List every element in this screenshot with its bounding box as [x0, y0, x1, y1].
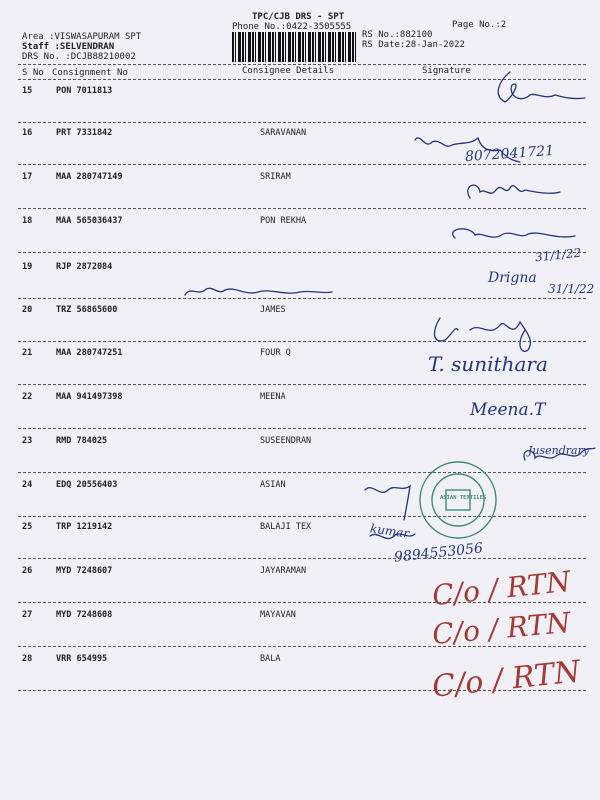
row-consignee-name: MAYAVAN: [260, 610, 296, 620]
row-serial-number: 18: [22, 216, 33, 226]
row-consignment-number: MAA 565036437: [56, 216, 123, 226]
row-consignee-name: SRIRAM: [260, 172, 291, 182]
row-consignee-name: FOUR Q: [260, 348, 291, 358]
handwritten-date-19b: 31/1/22: [548, 282, 595, 296]
row-consignee-name: BALA: [260, 654, 281, 664]
row-consignee-name: SUSEENDRAN: [260, 436, 312, 446]
row-serial-number: 16: [22, 128, 33, 138]
staff-label: Staff :SELVENDRAN: [22, 42, 115, 52]
row-consignment-number: RMD 784025: [56, 436, 108, 446]
signature-row-19-inline: [185, 288, 332, 295]
signature-row-18: [453, 229, 575, 238]
page-number: Page No.:2: [452, 20, 507, 30]
handwritten-name-23: Jusendrary: [528, 444, 590, 457]
row-serial-number: 27: [22, 610, 33, 620]
row-consignee-name: JAYARAMAN: [260, 566, 307, 576]
row-consignee-name: JAMES: [260, 305, 286, 315]
row-serial-number: 21: [22, 348, 33, 358]
row-serial-number: 23: [22, 436, 33, 446]
drs-number: DRS No. :DCJB88210002: [22, 52, 136, 62]
col-signature: Signature: [422, 66, 471, 76]
row-serial-number: 19: [22, 262, 33, 272]
row-consignment-number: MAA 941497398: [56, 392, 123, 402]
row-consignee-name: ASIAN: [260, 480, 286, 490]
signature-row-17: [468, 185, 560, 198]
row-consignment-number: MYD 7248608: [56, 610, 113, 620]
row-serial-number: 26: [22, 566, 33, 576]
row-consignment-number: TRP 1219142: [56, 522, 113, 532]
handwritten-date-19: 31/1/22: [534, 245, 582, 265]
signature-row-20: [435, 318, 531, 351]
handwritten-return-28: C/o / RTN: [430, 654, 583, 705]
row-consignment-number: MYD 7248607: [56, 566, 113, 576]
doc-title: TPC/CJB DRS - SPT: [252, 12, 345, 22]
signature-row-24: [365, 486, 410, 520]
row-consignee-name: PON REKHA: [260, 216, 307, 226]
row-consignment-number: EDQ 20556403: [56, 480, 118, 490]
handwritten-name-25: kumar: [369, 521, 411, 541]
rs-date: RS Date:28-Jan-2022: [362, 40, 465, 50]
row-consignment-number: PRT 7331842: [56, 128, 113, 138]
row-consignment-number: MAA 280747149: [56, 172, 123, 182]
stamp-text: ASIAN TEXTILES: [440, 495, 487, 501]
row-serial-number: 25: [22, 522, 33, 532]
handwritten-name-22: Meena.T: [470, 400, 546, 420]
row-serial-number: 24: [22, 480, 33, 490]
row-consignment-number: RJP 2872084: [56, 262, 113, 272]
row-consignment-number: PON 7011813: [56, 86, 113, 96]
handwritten-name-21: T. sunithara: [428, 352, 548, 376]
row-consignee-name: SARAVANAN: [260, 128, 307, 138]
row-consignee-name: BALAJI TEX: [260, 522, 312, 532]
signature-row-15: [498, 72, 585, 102]
row-serial-number: 20: [22, 305, 33, 315]
row-consignment-number: VRR 654995: [56, 654, 108, 664]
area-label: Area :VISWASAPURAM SPT: [22, 32, 142, 42]
row-serial-number: 15: [22, 86, 33, 96]
handwritten-return-26: C/o / RTN: [430, 564, 573, 613]
handwritten-return-27: C/o / RTN: [430, 606, 572, 651]
handwritten-phone-25: 9894553056: [393, 540, 484, 566]
row-serial-number: 28: [22, 654, 33, 664]
row-consignment-number: MAA 280747251: [56, 348, 123, 358]
handwritten-name-19: Drigna: [488, 270, 537, 286]
rs-number: RS No.:882100: [362, 30, 433, 40]
row-consignee-name: MEENA: [260, 392, 286, 402]
row-serial-number: 17: [22, 172, 33, 182]
phone-number: Phone No.:0422-3505555: [232, 22, 352, 32]
col-consignment: Consignment No: [52, 68, 128, 78]
row-consignment-number: TRZ 56865600: [56, 305, 118, 315]
handwritten-phone-16: 8072041721: [464, 142, 555, 166]
col-sno: S No: [22, 68, 44, 78]
row-serial-number: 22: [22, 392, 33, 402]
col-consignee: Consignee Details: [242, 66, 335, 76]
